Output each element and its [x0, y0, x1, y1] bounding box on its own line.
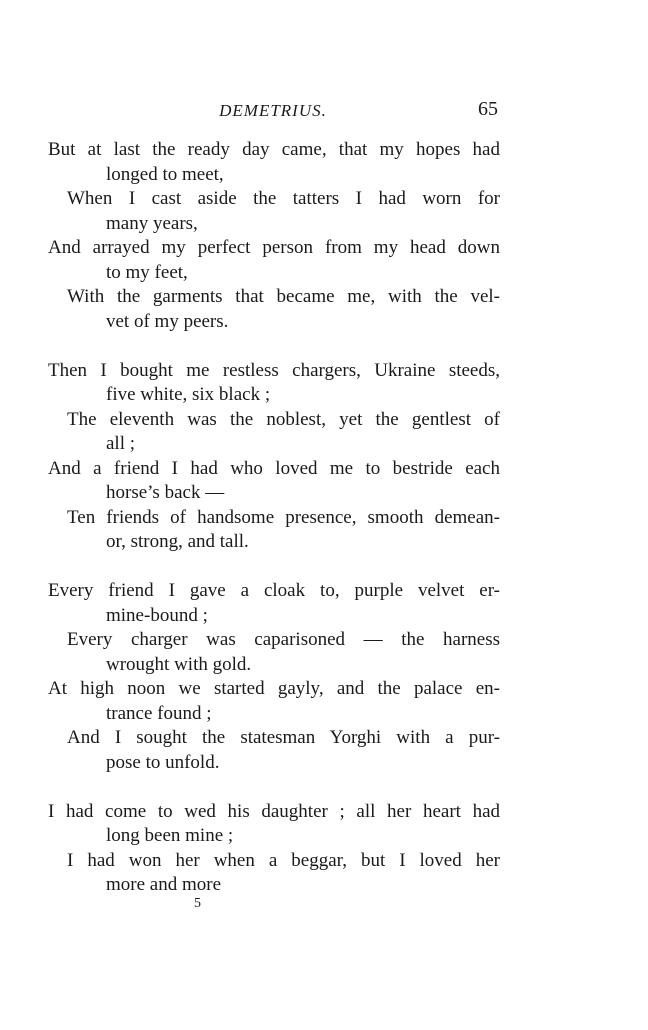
verse-line: I had won her when a beggar, but I loved her [67, 849, 500, 871]
verse-continuation: or, strong, and tall. [106, 531, 249, 552]
stanza [48, 800, 500, 898]
verse-line: Every charger was caparisoned — the harness [67, 629, 500, 650]
verse-continuation: more and more [106, 874, 222, 895]
page-number: 65 [478, 98, 498, 120]
stanza [48, 138, 500, 334]
verse-line: The eleventh was the noblest, yet the gentlest of [67, 408, 500, 430]
verse-line: Then I bought me restless chargers, Ukraine steeds, [48, 359, 500, 381]
verse-continuation: many years, [106, 212, 198, 234]
stanza [48, 359, 500, 555]
verse-line: And arrayed my perfect person from my head down [48, 237, 500, 258]
verse-continuation: pose to unfold. [106, 751, 220, 773]
verse-continuation: long been mine ; [106, 825, 234, 846]
verse-line: At high noon we started gayly, and the palace en- [48, 678, 500, 699]
verse-line: And a friend I had who loved me to bestride each [48, 457, 500, 479]
verse-line: With the garments that became me, with the vel- [67, 286, 500, 307]
running-head [48, 98, 498, 124]
verse-continuation: to my feet, [106, 261, 188, 283]
verse-continuation: five white, six black ; [106, 384, 271, 405]
stanza [48, 579, 500, 775]
verse-line: But at last the ready day came, that my hopes had [48, 139, 500, 160]
verse-line: I had come to wed his daughter ; all her heart had [48, 800, 500, 822]
poem-body [48, 138, 500, 922]
signature-mark: 5 [194, 896, 201, 911]
verse-continuation: horse’s back — [106, 482, 225, 503]
verse-continuation: vet of my peers. [106, 310, 229, 332]
verse-continuation: longed to meet, [106, 163, 224, 185]
verse-line: Ten friends of handsome presence, smooth demean- [67, 506, 500, 528]
verse-continuation: wrought with gold. [106, 653, 252, 675]
running-title: DEMETRIUS. [219, 101, 327, 120]
verse-line: Every friend I gave a cloak to, purple velvet er- [48, 580, 500, 601]
verse-line: When I cast aside the tatters I had worn for [67, 188, 500, 209]
verse-continuation: trance found ; [106, 702, 212, 724]
verse-continuation: mine-bound ; [106, 604, 208, 626]
verse-continuation: all ; [106, 433, 136, 454]
verse-line: And I sought the statesman Yorghi with a pur- [67, 727, 500, 748]
